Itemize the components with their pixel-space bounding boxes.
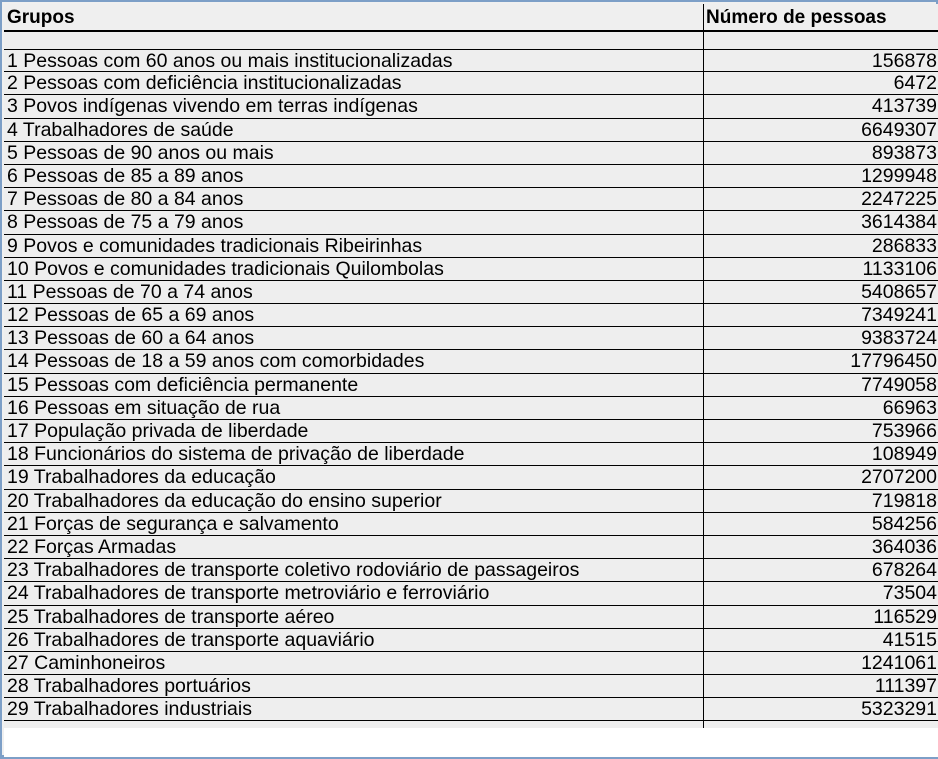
table-row[interactable] [4, 513, 938, 536]
cell-group[interactable]: 19 Trabalhadores da educação [7, 466, 276, 489]
cell-group[interactable]: 8 Pessoas de 75 a 79 anos [7, 211, 244, 234]
table-row[interactable] [4, 629, 938, 652]
cell-count[interactable]: 156878 [871, 50, 937, 72]
table-row[interactable] [4, 420, 938, 443]
cell-group[interactable]: 11 Pessoas de 70 a 74 anos [7, 280, 253, 303]
cell-group[interactable]: 24 Trabalhadores de transporte metroviário e ferroviário [7, 582, 490, 605]
cell-group[interactable]: 28 Trabalhadores portuários [7, 675, 251, 698]
table-row[interactable] [4, 397, 938, 420]
cell-count[interactable]: 41515 [882, 628, 937, 651]
cell-count[interactable]: 111397 [874, 675, 937, 698]
cell-group[interactable]: 12 Pessoas de 65 a 69 anos [7, 304, 255, 327]
table-row[interactable] [4, 95, 938, 118]
table-row[interactable] [4, 582, 938, 605]
table-row[interactable] [4, 350, 938, 373]
cell-count[interactable]: 9383724 [861, 327, 937, 350]
cell-group[interactable]: 14 Pessoas de 18 a 59 anos com comorbidades [7, 350, 425, 373]
cell-count[interactable]: 893873 [871, 141, 937, 164]
cell-group[interactable]: 16 Pessoas em situação de rua [7, 396, 281, 419]
spreadsheet-table [4, 4, 938, 728]
table-row[interactable] [4, 466, 938, 489]
cell-group[interactable]: 4 Trabalhadores de saúde [7, 118, 234, 141]
cell-count[interactable]: 73504 [882, 582, 937, 605]
cell-group[interactable]: 17 População privada de liberdade [7, 420, 309, 442]
table-header [4, 4, 938, 32]
table-row[interactable] [4, 490, 938, 513]
table-row[interactable] [4, 188, 938, 211]
cell-group[interactable]: 10 Povos e comunidades tradicionais Quilombolas [7, 257, 444, 280]
table-row[interactable] [4, 258, 938, 281]
cell-group[interactable]: 25 Trabalhadores de transporte aéreo [7, 605, 335, 628]
cell-group[interactable]: 13 Pessoas de 60 a 64 anos [7, 327, 255, 350]
cell-group[interactable]: 15 Pessoas com deficiência permanente [7, 373, 359, 396]
table-row[interactable] [4, 374, 938, 397]
cell-count[interactable]: 2247225 [861, 188, 937, 211]
table-row[interactable] [4, 49, 938, 72]
cell-count[interactable]: 5323291 [861, 698, 937, 721]
cell-count[interactable]: 108949 [871, 443, 937, 466]
cell-count[interactable]: 6649307 [861, 118, 937, 141]
cell-count[interactable]: 7749058 [861, 373, 937, 396]
cell-group[interactable]: 9 Povos e comunidades tradicionais Ribeirinhas [7, 234, 423, 257]
cell-count[interactable]: 2707200 [861, 466, 937, 489]
cell-group[interactable]: 2 Pessoas com deficiência institucionalizadas [7, 72, 402, 95]
table-row[interactable] [4, 559, 938, 582]
cell-group[interactable]: 5 Pessoas de 90 anos ou mais [7, 141, 274, 164]
cell-count[interactable]: 116529 [873, 605, 937, 628]
header-count: Número de pessoas [706, 7, 887, 28]
table-row[interactable] [4, 327, 938, 350]
cell-count[interactable]: 364036 [871, 535, 937, 558]
table-row[interactable] [4, 119, 938, 142]
cell-count[interactable]: 753966 [871, 420, 937, 442]
table-row[interactable] [4, 675, 938, 698]
cell-group[interactable]: 23 Trabalhadores de transporte coletivo rodoviário de passageiros [7, 559, 580, 582]
cell-count[interactable]: 413739 [871, 95, 937, 118]
cell-group[interactable]: 27 Caminhoneiros [7, 651, 166, 674]
cell-group[interactable]: 29 Trabalhadores industriais [7, 698, 252, 721]
sheet-footer [4, 728, 938, 757]
table-row[interactable] [4, 72, 938, 95]
cell-group[interactable]: 22 Forças Armadas [7, 535, 177, 558]
table-row[interactable] [4, 281, 938, 304]
cell-group[interactable]: 20 Trabalhadores da educação do ensino superior [7, 489, 442, 512]
cell-group[interactable]: 1 Pessoas com 60 anos ou mais institucionalizadas [7, 50, 453, 72]
cell-count[interactable]: 5408657 [861, 280, 937, 303]
table-row[interactable] [4, 142, 938, 165]
table-row[interactable] [4, 165, 938, 188]
cell-count[interactable]: 3614384 [861, 211, 937, 234]
table-row[interactable] [4, 698, 938, 721]
cell-count[interactable]: 678264 [871, 559, 937, 582]
cell-count[interactable]: 719818 [871, 489, 937, 512]
cell-group[interactable]: 18 Funcionários do sistema de privação de liberdade [7, 443, 465, 466]
cell-group[interactable]: 6 Pessoas de 85 a 89 anos [7, 164, 244, 187]
cell-group[interactable]: 21 Forças de segurança e salvamento [7, 512, 339, 535]
cell-group[interactable]: 3 Povos indígenas vivendo em terras indígenas [7, 95, 418, 118]
header-groups: Grupos [7, 7, 75, 28]
table-row[interactable] [4, 304, 938, 327]
cell-count[interactable]: 7349241 [861, 304, 937, 327]
table-row[interactable] [4, 235, 938, 258]
cell-count[interactable]: 66963 [882, 396, 937, 419]
cell-count[interactable]: 1241061 [861, 651, 937, 674]
table-row[interactable] [4, 606, 938, 629]
table-row[interactable] [4, 443, 938, 466]
table-row[interactable] [4, 536, 938, 559]
table-row[interactable] [4, 652, 938, 675]
cell-count[interactable]: 17796450 [850, 350, 937, 373]
cell-group[interactable]: 7 Pessoas de 80 a 84 anos [7, 188, 244, 211]
cell-count[interactable]: 6472 [893, 72, 937, 95]
table-row[interactable] [4, 211, 938, 234]
cell-count[interactable]: 1299948 [861, 164, 937, 187]
cell-count[interactable]: 1133106 [862, 257, 937, 280]
cell-count[interactable]: 286833 [871, 234, 937, 257]
cell-count[interactable]: 584256 [871, 512, 937, 535]
table-body [4, 49, 938, 721]
cell-group[interactable]: 26 Trabalhadores de transporte aquaviário [7, 628, 375, 651]
